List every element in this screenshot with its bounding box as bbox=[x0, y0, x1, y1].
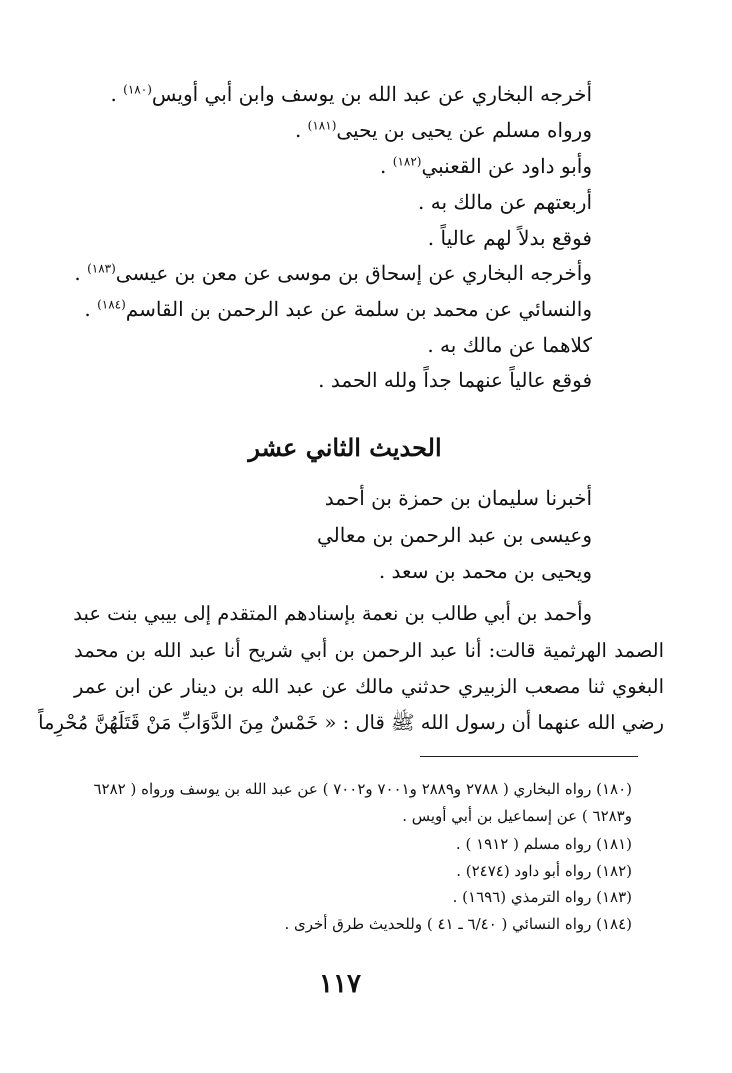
footnote-ref[interactable]: (١٨٣) bbox=[87, 261, 116, 276]
footnote: (١٨١) رواه مسلم ( ١٩١٢ ) . bbox=[455, 835, 632, 853]
text-line: فوقع عالياً عنهما جداً ولله الحمد . bbox=[318, 368, 592, 392]
paragraph-line: البغوي ثنا مصعب الزبيري حدثني مالك عن عبد الله بن دينار عن ابن عمر bbox=[74, 675, 664, 698]
text-line: فوقع بدلاً لهم عالياً . bbox=[427, 226, 592, 250]
footnote-ref[interactable]: (١٨٠) bbox=[123, 82, 152, 97]
footnote-ref[interactable]: (١٨٢) bbox=[392, 154, 422, 169]
footnote-ref[interactable]: (١٨٤) bbox=[97, 297, 126, 312]
narrator-line: أخبرنا سليمان بن حمزة بن أحمد bbox=[324, 486, 592, 510]
text-line: أربعتهم عن مالك به . bbox=[418, 190, 592, 214]
footnote-continuation: و٦٢٨٣ ) عن إسماعيل بن أبي أويس . bbox=[402, 807, 632, 825]
narrator-line: ويحيى بن محمد بن سعد . bbox=[378, 559, 592, 583]
footnote: (١٨٠) رواه البخاري ( ٢٧٨٨ و٢٨٨٩ و٧٠٠١ و٧٠٠٢ ) عن عبد الله بن يوسف ورواه ( ٦٢٨٢ bbox=[93, 780, 632, 798]
page-number: ١١٧ bbox=[319, 969, 361, 999]
narrator-line: وعيسى بن عبد الرحمن بن معالي bbox=[316, 523, 592, 547]
footnote: (١٨٢) رواه أبو داود (٢٤٧٤) . bbox=[456, 862, 632, 880]
footnote-separator bbox=[420, 756, 638, 757]
text-line: وأخرجه البخاري عن إسحاق بن موسى عن معن بن عيسى$^{(١٨٣)}$ . bbox=[74, 261, 592, 285]
paragraph-line: الصمد الهرثمية قالت: أنا عبد الرحمن بن أبي شريح أنا عبد الله بن محمد bbox=[74, 639, 664, 662]
text-line: أخرجه البخاري عن عبد الله بن يوسف وابن أبي أويس$^{(١٨٠)}$ . bbox=[110, 82, 592, 106]
paragraph-line: وأحمد بن أبي طالب بن نعمة بإسنادهم المتقدم إلى بيبي بنت عبد bbox=[73, 602, 592, 625]
paragraph-line: رضي الله عنهما أن رسول الله ﷺ قال : « خَمْسٌ مِنَ الدَّوَابِّ مَنْ قَتَلَهُنَّ مُحْرِماً bbox=[38, 711, 664, 734]
footnote: (١٨٣) رواه الترمذي (١٦٩٦) . bbox=[452, 888, 632, 906]
text-line: كلاهما عن مالك به . bbox=[427, 333, 592, 357]
text-line: وأبو داود عن القعنبي$^{(١٨٢)}$ . bbox=[380, 154, 592, 178]
text-line: ورواه مسلم عن يحيى بن يحيى$^{(١٨١)}$ . bbox=[294, 118, 592, 142]
text-line: والنسائي عن محمد بن سلمة عن عبد الرحمن بن القاسم$^{(١٨٤)}$ . bbox=[84, 297, 592, 321]
section-heading: الحديث الثاني عشر bbox=[248, 433, 442, 462]
footnote: (١٨٤) رواه النسائي ( ٦/٤٠ ـ ٤١ ) وللحديث طرق أخرى . bbox=[284, 915, 632, 933]
footnote-ref[interactable]: (١٨١) bbox=[307, 118, 337, 133]
